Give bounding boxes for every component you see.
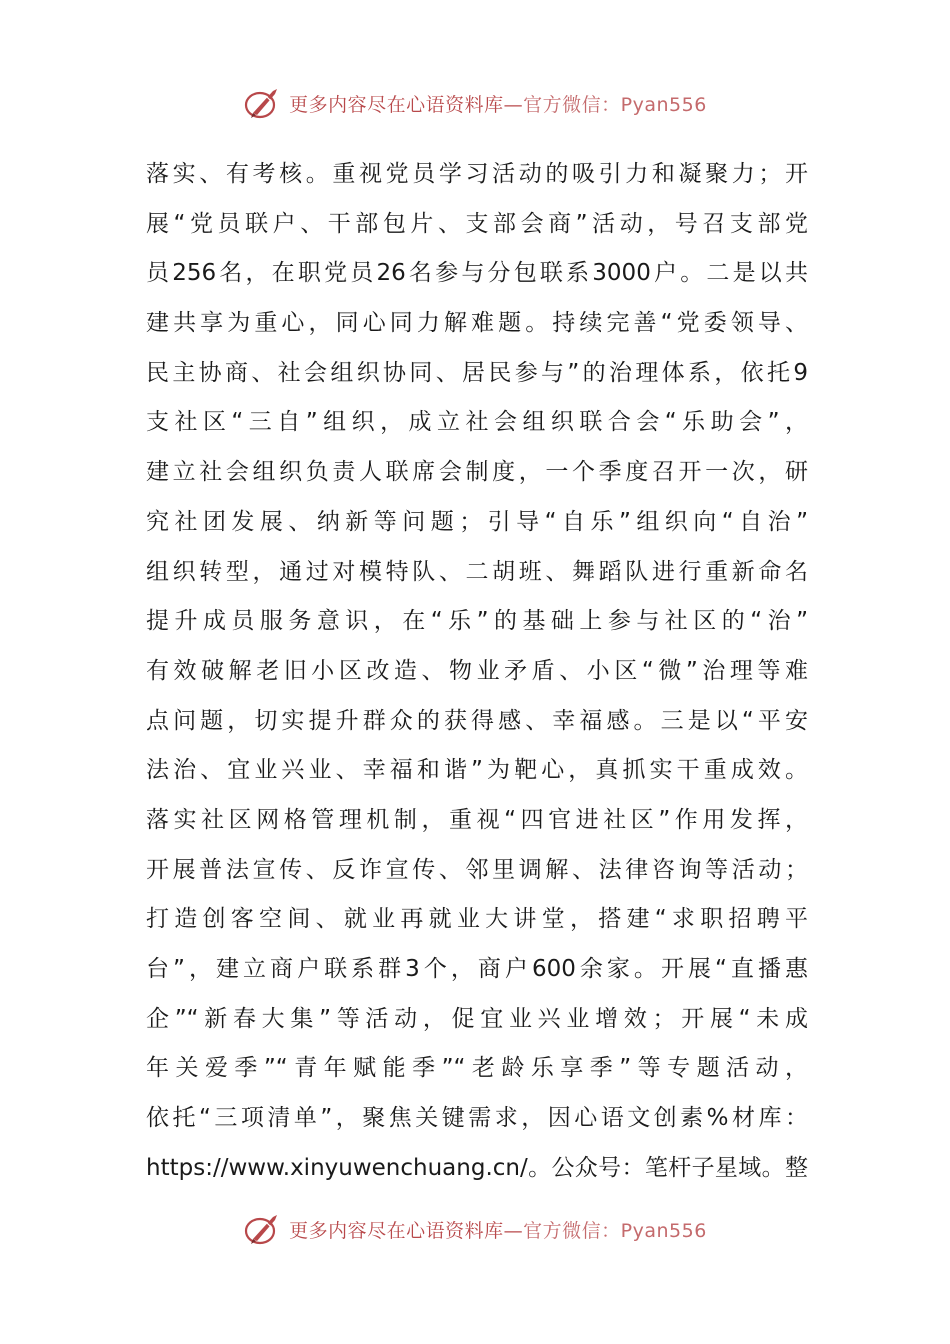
text-line: 依托“三项清单”，聚焦关键需求，因心语文创素%材库： <box>146 1105 808 1132</box>
text-line: 打造创客空间、就业再就业大讲堂，搭建“求职招聘平 <box>146 906 808 933</box>
text-line: 民主协商、社会组织协同、居民参与”的治理体系，依托9 <box>146 359 808 386</box>
text-line: 企”“新春大集”等活动，促宜业兴业增效；开展“未成 <box>146 1005 808 1032</box>
text-line: 落实社区网格管理机制，重视“四官进社区”作用发挥， <box>146 806 808 833</box>
text-line: 法治、宜业兴业、幸福和谐”为靶心，真抓实干重成效。 <box>146 757 808 784</box>
text-line: 落实、有考核。重视党员学习活动的吸引力和凝聚力；开 <box>146 161 808 187</box>
text-line: 点问题，切实提升群众的获得感、幸福感。三是以“平安 <box>146 707 808 734</box>
text-line: 台”，建立商户联系群3个，商户600余家。开展“直播惠 <box>146 956 808 982</box>
footer-banner <box>0 1209 950 1249</box>
text-line: 究社团发展、纳新等问题；引导“自乐”组织向“自治” <box>146 508 808 535</box>
quill-logo-icon <box>243 85 283 121</box>
banner-text: 更多内容尽在心语资料库—官方微信：Pyan556 <box>289 93 707 116</box>
banner-text: 更多内容尽在心语资料库—官方微信：Pyan556 <box>289 1219 707 1242</box>
text-line: 组织转型，通过对模特队、二胡班、舞蹈队进行重新命名 <box>146 558 808 585</box>
text-line: 年关爱季”“青年赋能季”“老龄乐享季”等专题活动， <box>146 1055 808 1082</box>
text-line: 提升成员服务意识，在“乐”的基础上参与社区的“治” <box>146 608 808 635</box>
text-line: 有效破解老旧小区改造、物业矛盾、小区“微”治理等难 <box>146 657 808 684</box>
text-line: 建立社会组织负责人联席会制度，一个季度召开一次，研 <box>146 459 808 486</box>
text-line: 开展普法宣传、反诈宣传、邻里调解、法律咨询等活动； <box>146 856 808 883</box>
text-line: 建共享为重心，同心同力解难题。持续完善“党委领导、 <box>146 310 808 337</box>
text-line: 员256名，在职党员26名参与分包联系3000户。二是以共 <box>146 260 808 287</box>
header-banner <box>0 83 950 123</box>
document-body <box>146 150 808 1193</box>
text-line: https://www.xinyuwenchuang.cn/。公众号：笔杆子星域。整 <box>146 1154 808 1181</box>
text-line: 支社区“三自”组织，成立社会组织联合会“乐助会”， <box>146 409 808 436</box>
quill-logo-icon <box>243 1211 283 1247</box>
text-line: 展“党员联户、干部包片、支部会商”活动，号召支部党 <box>146 210 808 237</box>
